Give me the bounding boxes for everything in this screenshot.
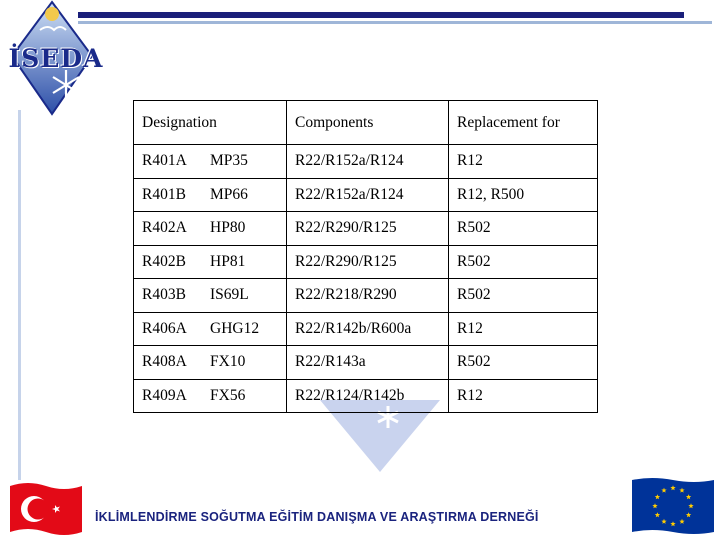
- cell-replacement: R12: [449, 379, 598, 413]
- cell-replacement: R12: [449, 145, 598, 179]
- cell-designation: [134, 178, 287, 212]
- iseda-logo: [0, 0, 112, 118]
- header-components: Components: [287, 101, 449, 145]
- table-row: [134, 178, 598, 212]
- cell-replacement: R502: [449, 346, 598, 380]
- cell-designation: [134, 379, 287, 413]
- table-row: [134, 212, 598, 246]
- cell-components: R22/R290/R125: [287, 212, 449, 246]
- cell-components: R22/R152a/R124: [287, 178, 449, 212]
- table-row: [134, 245, 598, 279]
- header-thin-bar: [78, 21, 712, 24]
- cell-components: R22/R142b/R600a: [287, 312, 449, 346]
- cell-replacement: R12, R500: [449, 178, 598, 212]
- cell-trade-name: MP35: [210, 152, 248, 170]
- cell-code: R409A: [142, 386, 187, 404]
- left-vertical-bar: [18, 110, 21, 480]
- cell-code: R401B: [142, 185, 186, 203]
- cell-designation: [134, 212, 287, 246]
- cell-trade-name: FX10: [210, 353, 246, 371]
- eu-flag-icon: [630, 476, 716, 536]
- cell-replacement: R12: [449, 312, 598, 346]
- cell-designation: [134, 312, 287, 346]
- table-row: [134, 279, 598, 313]
- footer-association-name: İKLİMLENDİRME SOĞUTMA EĞİTİM DANIŞMA VE ARAŞTIRMA DERNEĞİ: [95, 510, 539, 524]
- cell-code: R406A: [142, 319, 187, 337]
- cell-code: R401A: [142, 152, 187, 170]
- table-row: [134, 145, 598, 179]
- cell-replacement: R502: [449, 245, 598, 279]
- cell-components: R22/R218/R290: [287, 279, 449, 313]
- cell-trade-name: MP66: [210, 185, 248, 203]
- cell-trade-name: GHG12: [210, 319, 260, 337]
- logo-text: İSEDA: [8, 44, 104, 73]
- table-row: [134, 312, 598, 346]
- refrigerant-table: [133, 100, 598, 413]
- cell-trade-name: FX56: [210, 386, 246, 404]
- cell-components: R22/R143a: [287, 346, 449, 380]
- cell-components: R22/R124/R142b: [287, 379, 449, 413]
- header-replacement: Replacement for: [449, 101, 598, 145]
- table-row: [134, 379, 598, 413]
- table-row: [134, 346, 598, 380]
- cell-designation: [134, 145, 287, 179]
- cell-code: R408A: [142, 353, 187, 371]
- turkey-flag-icon: [8, 480, 84, 538]
- cell-code: R403B: [142, 286, 186, 304]
- cell-code: R402A: [142, 219, 187, 237]
- header-bar: [78, 12, 684, 18]
- cell-trade-name: IS69L: [210, 286, 249, 304]
- cell-designation: [134, 279, 287, 313]
- cell-replacement: R502: [449, 279, 598, 313]
- cell-code: R402B: [142, 252, 186, 270]
- table-header-row: [134, 101, 598, 145]
- cell-trade-name: HP81: [210, 252, 246, 270]
- cell-designation: [134, 346, 287, 380]
- cell-components: R22/R152a/R124: [287, 145, 449, 179]
- cell-replacement: R502: [449, 212, 598, 246]
- header-designation: Designation: [134, 101, 287, 145]
- cell-designation: [134, 245, 287, 279]
- cell-trade-name: HP80: [210, 219, 246, 237]
- cell-components: R22/R290/R125: [287, 245, 449, 279]
